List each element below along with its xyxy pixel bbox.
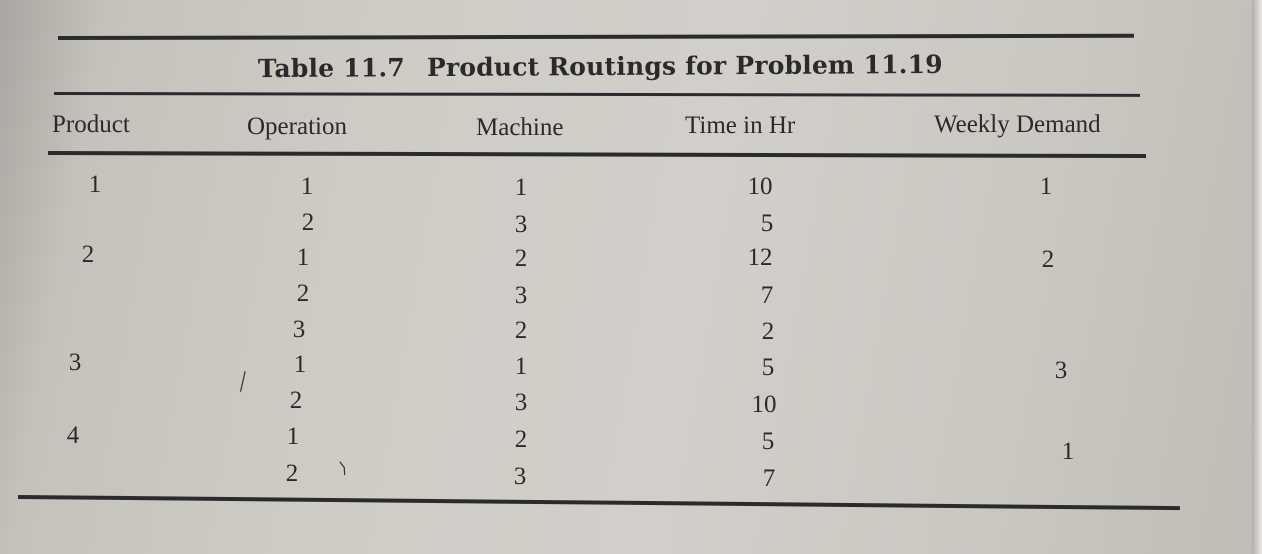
cell-operation: 2 [285,460,299,487]
cell-demand: 2 [1041,246,1055,273]
cell-machine: 3 [513,463,527,490]
header-weekly-demand: Weekly Demand [934,111,1101,138]
page-edge [1252,0,1262,554]
cell-machine: 2 [514,245,528,272]
cell-operation: 1 [300,173,314,200]
cell-operation: 2 [301,209,315,236]
table-label: Table 11.7 [257,53,405,84]
bottom-rule [18,495,1180,510]
cell-time: 7 [760,282,774,309]
cell-demand: 1 [1039,173,1053,200]
cell-product: 2 [81,241,95,268]
cell-time: 5 [761,354,775,381]
cell-product: 4 [66,422,80,449]
cell-operation: 2 [296,280,310,307]
cell-time: 10 [747,173,773,200]
cell-time: 2 [761,318,775,345]
header-product: Product [52,111,130,138]
cell-demand: 1 [1061,438,1075,465]
cell-machine: 2 [514,317,528,344]
cell-operation: 2 [289,387,303,414]
cell-operation: 1 [293,351,307,378]
cell-machine: 2 [514,426,528,453]
cell-operation: 1 [296,244,310,271]
header-rule [48,151,1146,158]
cell-operation: 1 [286,423,300,450]
cell-time: 12 [747,244,773,271]
cell-machine: 3 [514,282,528,309]
cell-time: 5 [760,210,774,237]
cell-demand: 3 [1054,357,1068,384]
table-caption [258,50,943,83]
cell-time: 10 [751,391,777,418]
header-machine: Machine [476,114,564,141]
cell-machine: 1 [514,353,528,380]
header-time: Time in Hr [685,112,796,139]
cell-product: 1 [88,171,102,198]
title-rule [54,92,1140,97]
cell-time: 7 [762,465,776,492]
table-title: Product Routings for Problem 11.19 [426,49,943,83]
cell-machine: 1 [514,174,528,201]
cell-machine: 3 [514,211,528,238]
cell-machine: 3 [514,389,528,416]
cell-time: 5 [761,428,775,455]
top-rule [58,34,1134,40]
cell-product: 3 [68,349,82,376]
pencil-mark: ⟩ [336,457,350,478]
header-operation: Operation [247,113,347,140]
cell-operation: 3 [292,316,306,343]
pencil-mark: ╲ [233,371,253,392]
